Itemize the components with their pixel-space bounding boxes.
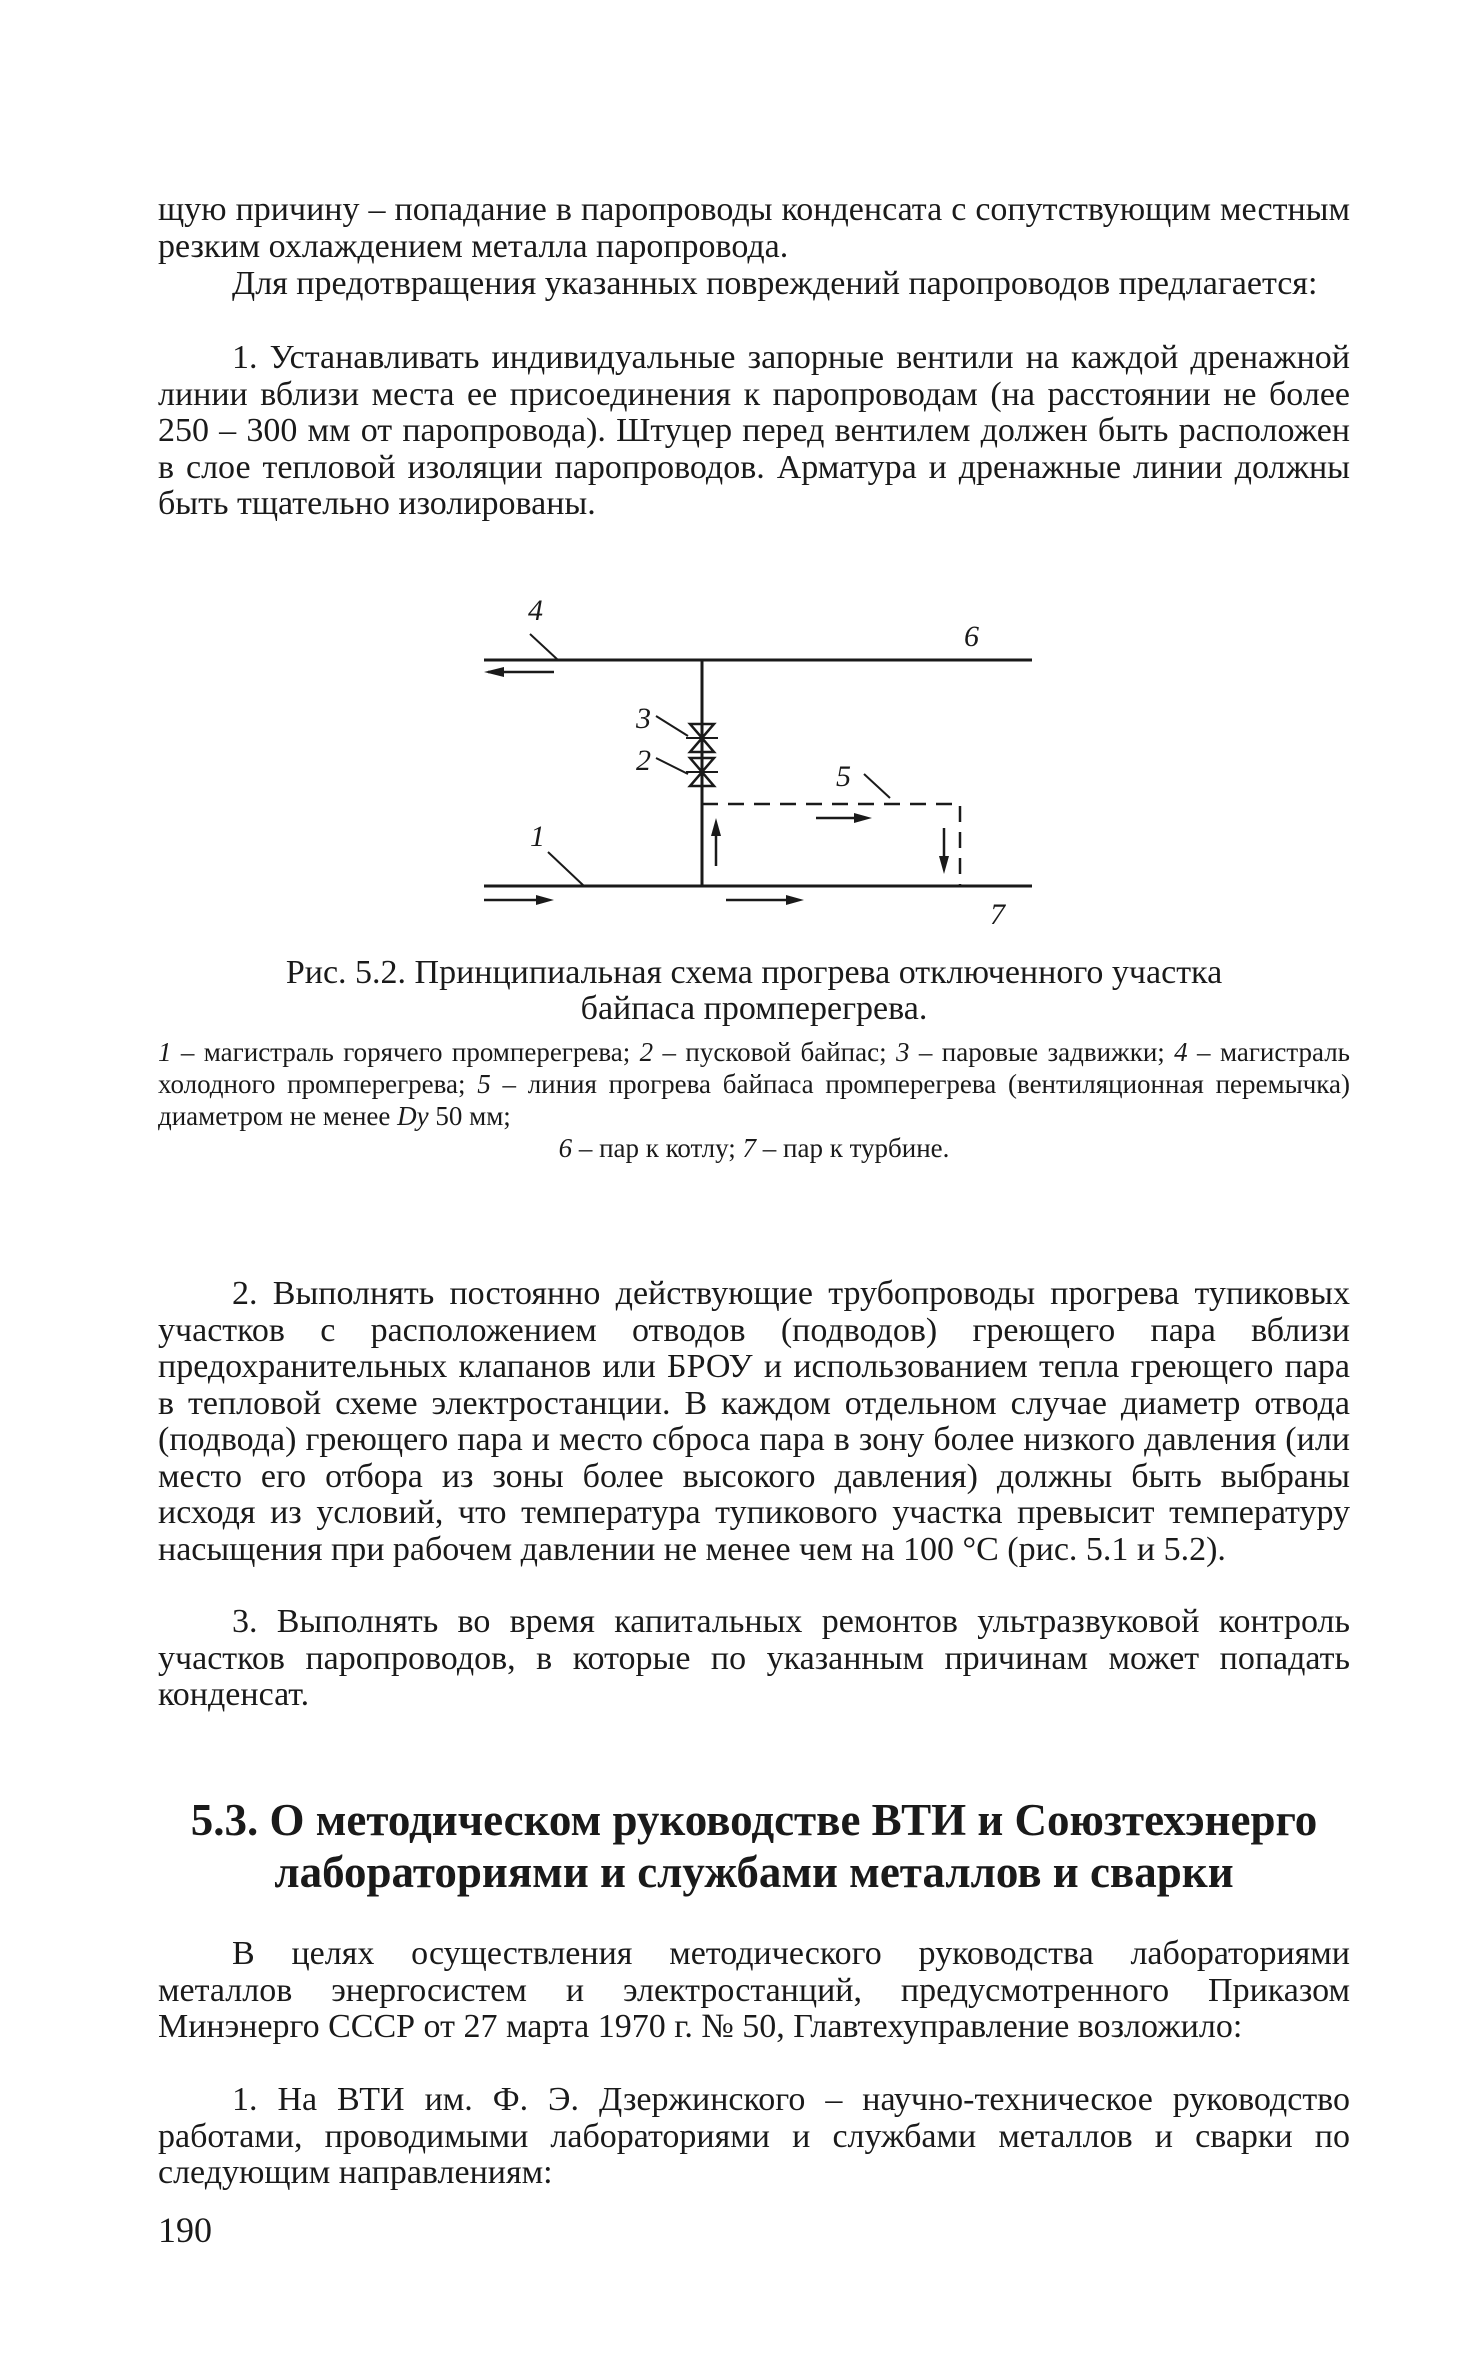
flow-arrow-bottom-left-head [536,895,554,905]
paragraph-item-3: 3. Выполнять во время капитальных ремонтов ультразвуковой контроль участков паропроводов, в которые по указанным причинам может попадать конденсат. [158,1603,1350,1713]
label-4: 4 [528,594,543,627]
label-2: 2 [636,744,651,777]
flow-arrow-vent-head [854,813,872,823]
label-7: 7 [990,898,1005,931]
vent-jumper-line [702,804,960,886]
flow-arrow-bottom-right-head [786,895,804,905]
page-number: 190 [158,2210,212,2250]
leader-4 [530,634,558,660]
bypass-warming-diagram [460,590,1040,950]
leader-5 [864,774,890,798]
figure-legend: 1 – магистраль горячего промперегрева; 2 – пусковой байпас; 3 – паровые задвижки; 4 – магистраль холодного промперегрева; 5 – линия прогрева байпаса промперегрева (вентиляционная перемычка) диаметром не менее Dу 50 мм; [158,1037,1350,1131]
label-6: 6 [964,620,979,653]
paragraph-section-intro: В целях осуществления методического руководства лабораториями металлов энергосистем и электростанций, предусмотренного Приказом Минэнерго СССР от 27 марта 1970 г. № 50, Главтехуправление возложило: [158,1935,1350,2045]
flow-arrow-up-head [711,818,721,836]
paragraph-intro: Для предотвращения указанных повреждений паропроводов предлагается: [232,265,1318,302]
paragraph-continuation: щую причину – попадание в паропроводы конденсата с сопутствующим местным резким охлаждением металла паропровода. [158,191,1350,265]
paragraph-item-1: 1. Устанавливать индивидуальные запорные вентили на каждой дренажной линии вблизи места ее присоединения к паропроводам (на расстоянии не более 250 – 300 мм от паропровода). Штуцер перед вентилем должен быть расположен в слое тепловой изоляции паропроводов. Арматура и дренажные линии должны быть тщательно изолированы. [158,339,1350,522]
flow-arrow-left-head [484,667,504,677]
paragraph-section-item-1: 1. На ВТИ им. Ф. Э. Дзержинского – научно-техническое руководство работами, проводимыми лабораториями и службами металлов и сварки по следующим направлениям: [158,2081,1350,2191]
section-heading-line-2: лабораториями и службами металлов и сварки [274,1847,1234,1897]
figure-legend-last-line: 6 – пар к котлу; 7 – пар к турбине. [558,1133,950,1163]
flow-arrow-down-head [939,856,949,874]
leader-2 [656,758,688,774]
figure-caption-line-2: байпаса промперегрева. [580,990,928,1027]
leader-1 [548,852,584,886]
label-5: 5 [836,760,851,793]
label-1: 1 [530,820,545,853]
figure-caption-line-1: Рис. 5.2. Принципиальная схема прогрева отключенного участка [285,954,1223,991]
leader-3 [656,716,688,736]
label-3: 3 [636,702,651,735]
section-heading-line-1: 5.3. О методическом руководстве ВТИ и Союзтехэнерго [190,1795,1318,1845]
paragraph-item-2: 2. Выполнять постоянно действующие трубопроводы прогрева тупиковых участков с расположением отводов (подводов) греющего пара вблизи предохранительных клапанов или БРОУ и использованием тепла греющего пара в тепловой схеме электростанции. В каждом отдельном случае диаметр отвода (подвода) греющего пара и место сброса пара в зону более низкого давления (или место его отбора из зоны более высокого давления) должны быть выбраны исходя из условий, что температура тупикового участка превысит температуру насыщения при рабочем давлении не менее чем на 100 °С (рис. 5.1 и 5.2). [158,1275,1350,1568]
